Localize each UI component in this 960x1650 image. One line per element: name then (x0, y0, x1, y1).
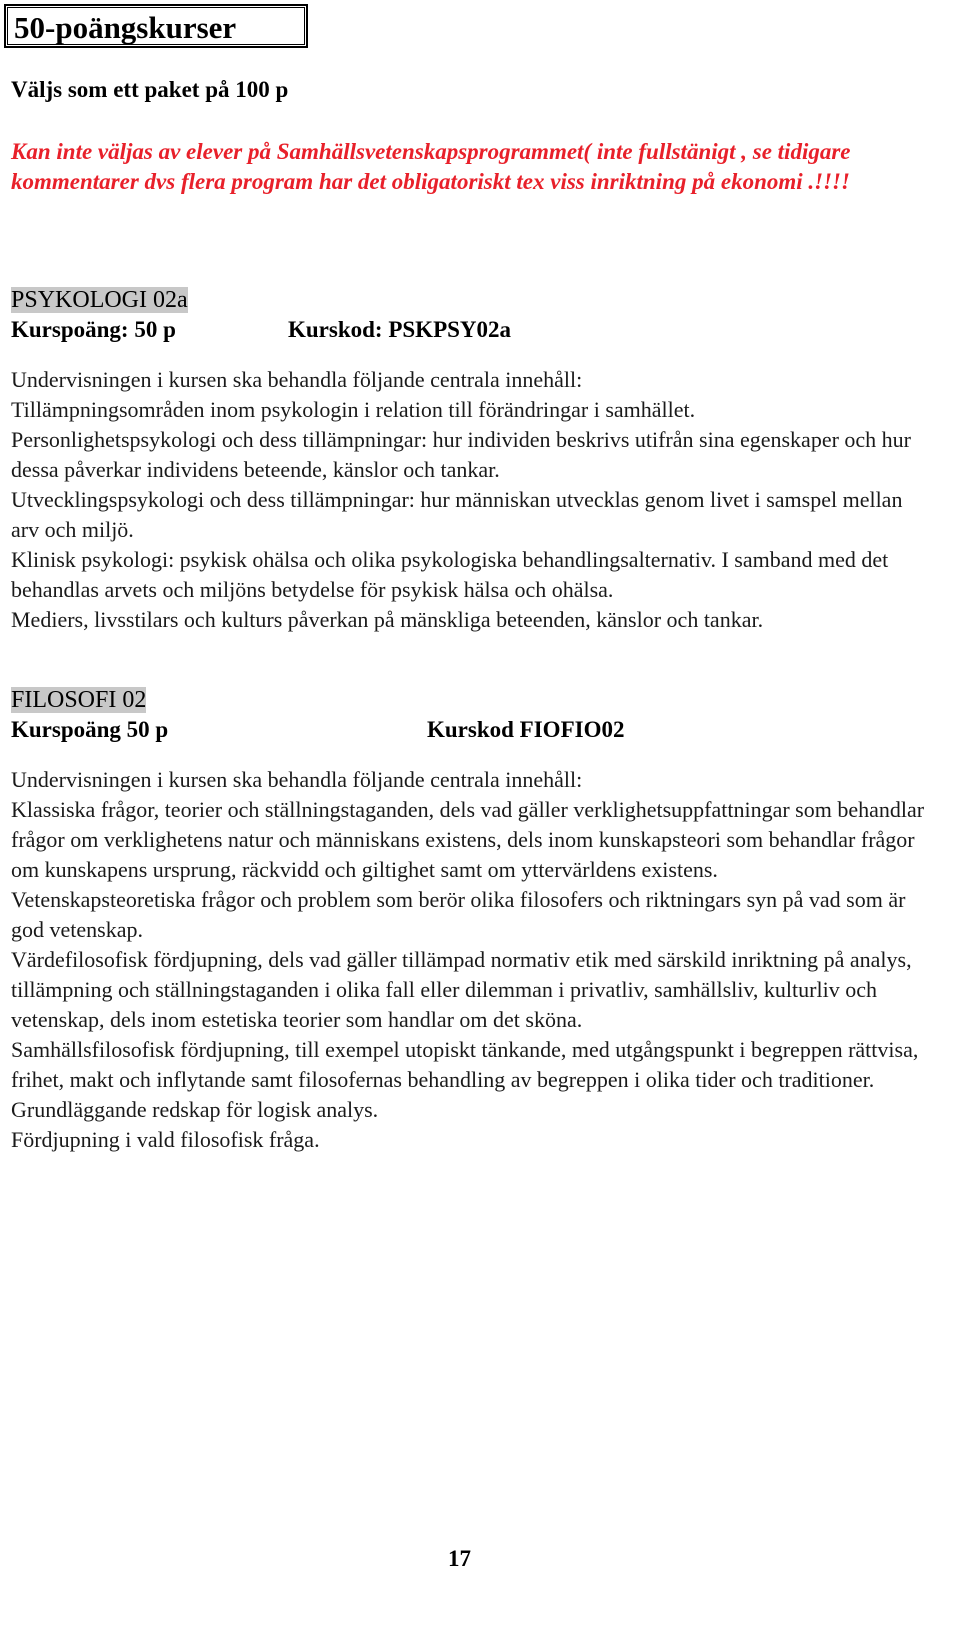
content-paragraph: Grundläggande redskap för logisk analys. (11, 1097, 379, 1122)
content-paragraph: Utvecklingspsykologi och dess tillämpningar: hur människan utvecklas genom livet i samspel mellan arv och miljö. (11, 487, 903, 542)
course-code: Kurskod FIOFIO02 (427, 717, 625, 742)
content-paragraph: Klassiska frågor, teorier och ställningstaganden, dels vad gäller verklighetsuppfattningar som behandlar frågor om verklighetens natur och människans existens, dels inom kunskapsteori som behandlar frågor om kunskapens ursprung, räckvidd och giltighet samt om yttervärldens existens. (11, 797, 925, 882)
content-paragraph: Personlighetspsykologi och dess tillämpningar: hur individen beskrivs utifrån sina egenskaper och hur dessa påverkar individens beteende, känslor och tankar. (11, 427, 912, 482)
course-content-filosofi (11, 765, 931, 1155)
content-paragraph: Samhällsfilosofisk fördjupning, till exempel utopiskt tänkande, med utgångspunkt i begreppen rättvisa, frihet, makt och inflytande samt filosofernas behandling av begreppen i olika tider och traditioner. (11, 1037, 919, 1092)
content-paragraph: Vetenskapsteoretiska frågor och problem som berör olika filosofers och riktningars syn på vad som är god vetenskap. (11, 887, 906, 942)
course-name-label: FILOSOFI 02 (11, 687, 147, 713)
course-meta-psykologi (11, 315, 931, 345)
course-content-psykologi (11, 365, 931, 635)
restriction-warning: Kan inte väljas av elever på Samhällsvetenskapsprogrammet( inte fullstänigt , se tidigare kommentarer dvs flera program har det obligatoriskt tex viss inriktning på ekonomi .!!!! (11, 139, 851, 194)
package-subtitle: Väljs som ett paket på 100 p (11, 77, 289, 102)
content-paragraph: Mediers, livsstilars och kulturs påverkan på mänskliga beteenden, känslor och tankar. (11, 607, 764, 632)
course-name-filosofi (11, 686, 146, 714)
section-title-box (4, 4, 308, 48)
course-points: Kurspoäng 50 p (11, 717, 169, 742)
section-title: 50-poängskurser (14, 10, 237, 45)
course-name-psykologi (11, 286, 188, 314)
course-name-label: PSYKOLOGI 02a (11, 287, 188, 313)
course-points: Kurspoäng: 50 p (11, 317, 176, 342)
content-paragraph: Undervisningen i kursen ska behandla följande centrala innehåll: (11, 767, 583, 792)
content-paragraph: Fördjupning i vald filosofisk fråga. (11, 1127, 320, 1152)
page-number: 17 (448, 1546, 471, 1571)
course-meta-filosofi (11, 715, 931, 745)
course-code: Kurskod: PSKPSY02a (288, 317, 512, 342)
content-paragraph: Undervisningen i kursen ska behandla följande centrala innehåll: (11, 367, 583, 392)
content-paragraph: Klinisk psykologi: psykisk ohälsa och olika psykologiska behandlingsalternativ. I samband med det behandlas arvets och miljöns betydelse för psykisk hälsa och ohälsa. (11, 547, 889, 602)
content-paragraph: Värdefilosofisk fördjupning, dels vad gäller tillämpad normativ etik med särskild inriktning på analys, tillämpning och ställningstaganden i olika fall eller dilemman i privatliv, samhällsliv, kulturliv och vetenskap, dels inom estetiska teorier som handlar om det sköna. (11, 947, 912, 1032)
content-paragraph: Tillämpningsområden inom psykologin i relation till förändringar i samhället. (11, 397, 696, 422)
